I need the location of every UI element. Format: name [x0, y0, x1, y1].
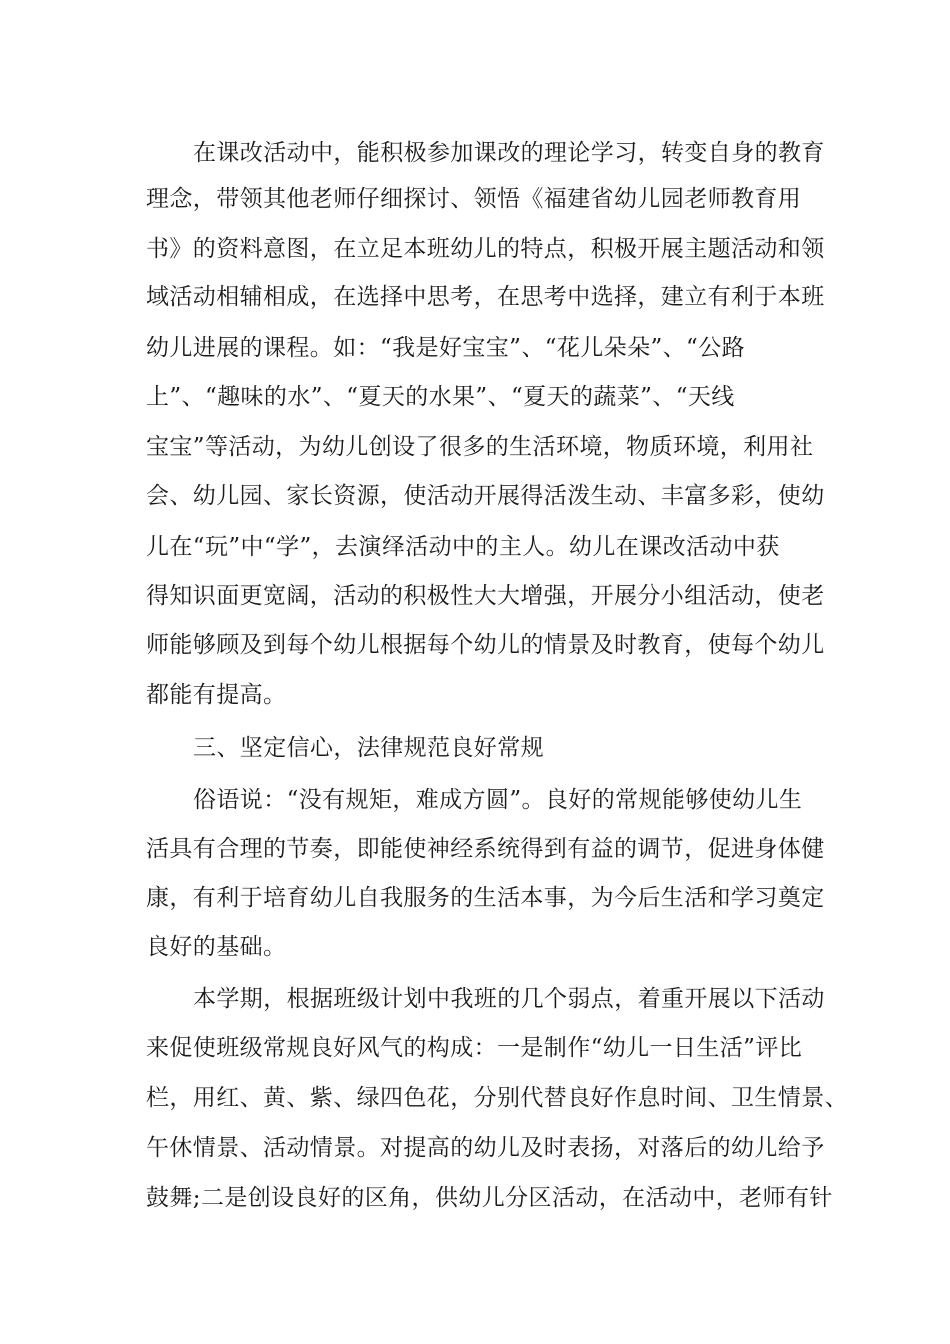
- paragraph-2-line-3: 康，有利于培育幼儿自我服务的生活本事，为今后生活和学习奠定: [146, 885, 825, 911]
- paragraph-1-line-10: 得知识面更宽阔，活动的积极性大大增强，开展分小组活动，使老: [146, 583, 825, 609]
- paragraph-3-line-4: 午休情景、活动情景。对提高的幼儿及时表扬，对落后的幼儿给予: [146, 1135, 825, 1161]
- paragraph-1-line-4: 域活动相辅相成，在选择中思考，在思考中选择，建立有利于本班: [146, 284, 825, 310]
- paragraph-1-line-11: 师能够顾及到每个幼儿根据每个幼儿的情景及时教育，使每个幼儿: [146, 632, 825, 658]
- paragraph-2-line-2: 活具有合理的节奏，即能使神经系统得到有益的调节，促进身体健: [146, 836, 825, 862]
- paragraph-1-line-7: 宝宝”等活动，为幼儿创设了很多的生活环境，物质环境，利用社: [146, 434, 814, 460]
- paragraph-1-line-3: 书》的资料意图，在立足本班幼儿的特点，积极开展主题活动和领: [146, 236, 825, 262]
- paragraph-3-line-1: 本学期，根据班级计划中我班的几个弱点，着重开展以下活动: [193, 986, 825, 1012]
- paragraph-1-line-12: 都能有提高。: [146, 682, 287, 708]
- paragraph-2-line-1: 俗语说：“没有规矩，难成方圆”。良好的常规能够使幼儿生: [193, 787, 803, 813]
- paragraph-2-line-4: 良好的基础。: [146, 934, 287, 960]
- paragraph-1-line-9: 儿在“玩”中“学”，去演绎活动中的主人。幼儿在课改活动中获: [146, 534, 780, 560]
- paragraph-1-line-6: 上”、“趣味的水”、“夏天的水果”、“夏天的蔬菜”、“天线: [146, 384, 735, 410]
- paragraph-1-line-2: 理念，带领其他老师仔细探讨、领悟《福建省幼儿园老师教育用: [146, 186, 802, 212]
- paragraph-3-line-3: 栏，用红、黄、紫、绿四色花，分别代替良好作息时间、卫生情景、: [146, 1085, 848, 1111]
- paragraph-1-line-8: 会、幼儿园、家长资源，使活动开展得活泼生动、丰富多彩，使幼: [146, 483, 825, 509]
- paragraph-1-line-1: 在课改活动中，能积极参加课改的理论学习，转变自身的教育: [193, 140, 825, 166]
- section-heading-3: 三、坚定信心，法律规范良好常规: [193, 735, 544, 761]
- paragraph-3-line-5: 鼓舞;二是创设良好的区角，供幼儿分区活动，在活动中，老师有针: [146, 1185, 833, 1211]
- paragraph-1-line-5: 幼儿进展的课程。如：“我是好宝宝”、“花儿朵朵”、“公路: [146, 335, 745, 361]
- paragraph-3-line-2: 来促使班级常规良好风气的构成：一是制作“幼儿一日生活”评比: [146, 1035, 803, 1061]
